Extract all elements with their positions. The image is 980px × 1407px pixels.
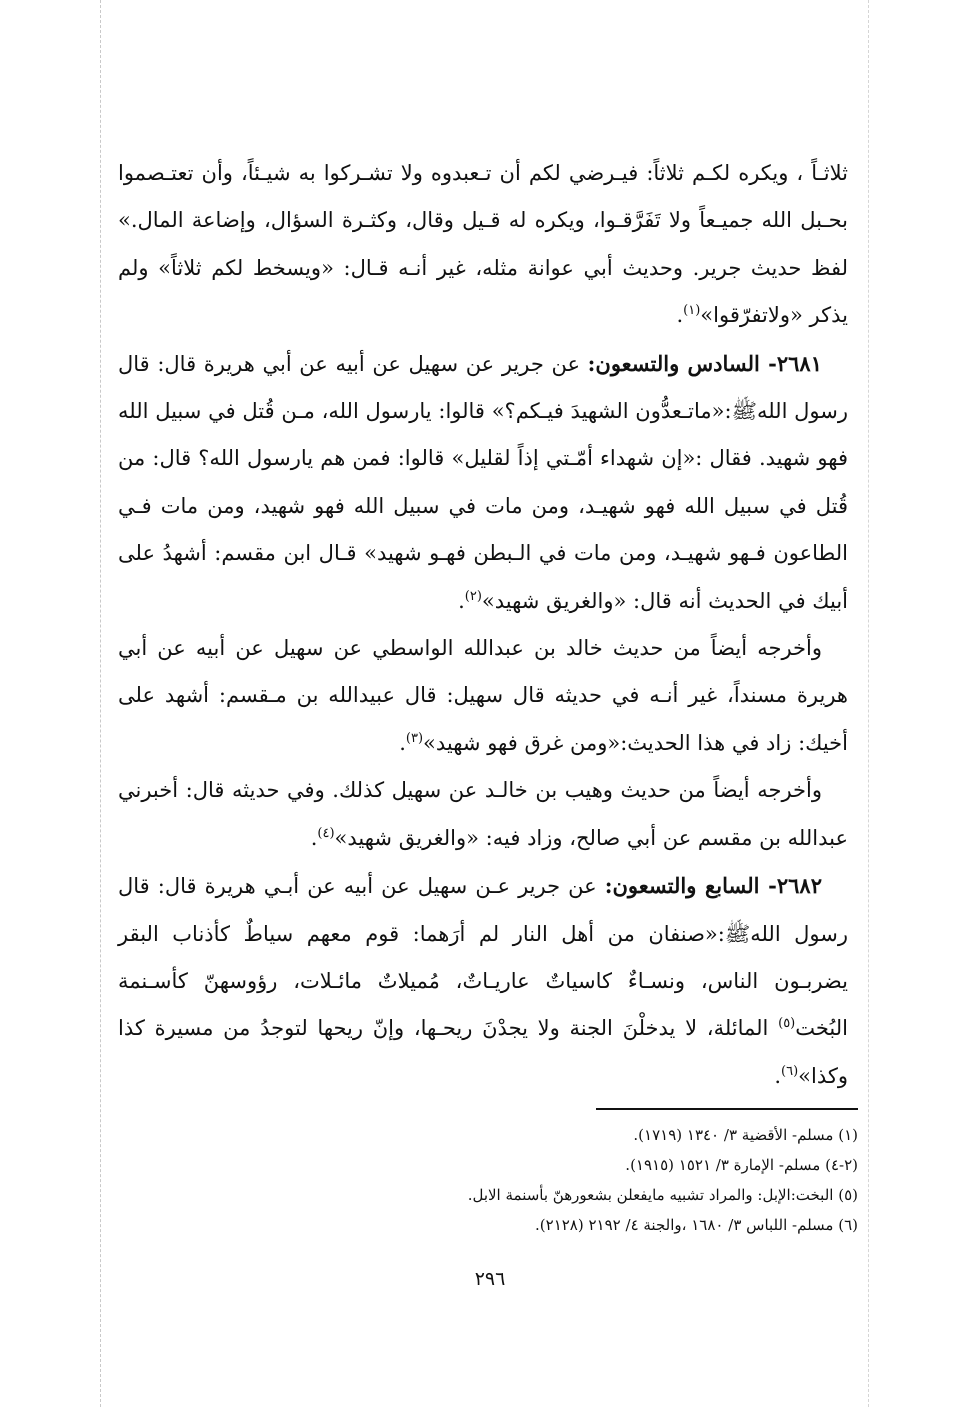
paragraph-text: عن جرير عن سهيل عن أبيه عن أبي هريرة قال: قال رسول اللهﷺ:«ماتـعدُّون الشهيدَ فيـكم؟» قالوا: يارسول الله، مـن قُتل في سبيل الله فهو شهيد. فقال :«إن شهداء أمّـتي إذاً لقليل» قالوا: فمن هم يارسول الله؟ قال: من قُتل في سبيل الله فهو شهيـد، ومن مات في سبيل الله فهو شهيد، ومن مات فـي الطاعون فـهو شهيـد، ومن مات في الـبطن فهـو شهيد» قـال ابن مقسم: أشهدُ على أبيك في الحديث أنه قال: «والغريق شهيد» bbox=[118, 351, 848, 613]
hadith-title: - السادس والتسعون: bbox=[587, 350, 777, 376]
paragraph-tail: . bbox=[774, 1063, 781, 1088]
footnote-ref: (١) bbox=[683, 303, 701, 319]
paragraph-text: وأخرجه أيضاً من حديث وهيب بن خالـد عن سهيل كذلك. وفي حديثه قال: أخبرني عبدالله بن مقسم عن أبي صالح، وزاد فيه: «والغريق شهيد» bbox=[118, 778, 848, 850]
paragraph-text: المائلة، لا يدخلْنَ الجنة ولا يجدْنَ ريحـها، وإنّ ريحها لتوجدُ من مسيرة كذا وكذا» bbox=[118, 1016, 848, 1088]
footnote-ref: (٣) bbox=[405, 730, 424, 746]
hadith-number: ٢٦٨١ bbox=[776, 350, 822, 376]
footnote: (٢-٤) مسلم- الإمارة ٣/ ١٥٢١ (١٩١٥). bbox=[625, 1156, 858, 1174]
footnote-ref: (٥) bbox=[778, 1016, 796, 1032]
footnote-divider bbox=[596, 1108, 858, 1110]
hadith-title: - السابع والتسعون: bbox=[604, 873, 777, 899]
hadith-number: ٢٦٨٢ bbox=[776, 873, 822, 899]
paragraph-text: ثلاثـاً ، ويكره لكـم ثلاثاً: فيـرضي لكم أن تـعبدوه ولا تشـركوا به شيـئاً، وأن تعتـصموا بحـبل الله جميـعاً ولا تَفَرَّقـوا، ويكره له قـيل وقال، وكثـرة السؤال، وإضاعة المال.» لفظ حديث جرير. وحديث أبي عوانة مثله، غير أنـه قـال: «ويسخط لكم ثلاثاً» ولم يذكر «ولاتفرّقوا» bbox=[118, 161, 848, 328]
paragraph-text: عن جرير عـن سهيل عن أبيه عن أبـي هريرة قال: قال رسول اللهﷺ:«صنفان من أهل النار لم أرَهما: قوم معهم سياطٌ كأذناب البقر يضربـون الناس، ونسـاءٌ كاسياتٌ عاريـاتٌ، مُميلاتٌ مائـلات، رؤوسهنّ كأسـنمة البُخت bbox=[118, 874, 848, 1041]
footnote: (١) مسلم- الأقضية ٣/ ١٣٤٠ (١٧١٩). bbox=[633, 1126, 858, 1144]
footnote: (٥) البخت:الإبل: والمراد تشبيه مايفعلن بشعورهنّ بأسنمة الابل. bbox=[467, 1186, 858, 1204]
footnotes-block bbox=[118, 1120, 858, 1240]
paragraph-tail: . bbox=[458, 588, 465, 613]
page-number: ٢٩٦ bbox=[474, 1268, 506, 1290]
hadith-2682 bbox=[118, 862, 848, 1100]
footnote-ref: (٦) bbox=[781, 1063, 799, 1079]
hadith-2681 bbox=[118, 340, 848, 625]
scan-edge-line bbox=[100, 0, 101, 1407]
paragraph-tail: . bbox=[399, 730, 406, 755]
main-text-block bbox=[118, 150, 848, 1100]
paragraph-khalid bbox=[118, 625, 848, 767]
footnote: (٦) مسلم- اللباس ٣/ ١٦٨٠ ،والجنة ٤/ ٢١٩٢ (٢١٢٨). bbox=[535, 1216, 858, 1234]
footnote-ref: (٤) bbox=[317, 825, 335, 841]
paragraph-wuhayb bbox=[118, 767, 848, 862]
scan-edge-line bbox=[868, 0, 869, 1407]
paragraph-tail: . bbox=[676, 303, 684, 328]
footnote-ref: (٢) bbox=[464, 588, 482, 604]
paragraph-continuation bbox=[118, 150, 848, 340]
paragraph-tail: . bbox=[310, 825, 318, 850]
paragraph-text: وأخرجه أيضاً من حديث خالد بن عبدالله الواسطي عن سهيل عن أبيه عن أبي هريرة مسنداً، غير أنـه في حديثه قال سهيل: قال عبيدالله بن مـقسم: أشهد على أخيك: زاد في هذا الحديث:«ومن غرق فهو شهيد» bbox=[118, 636, 848, 755]
